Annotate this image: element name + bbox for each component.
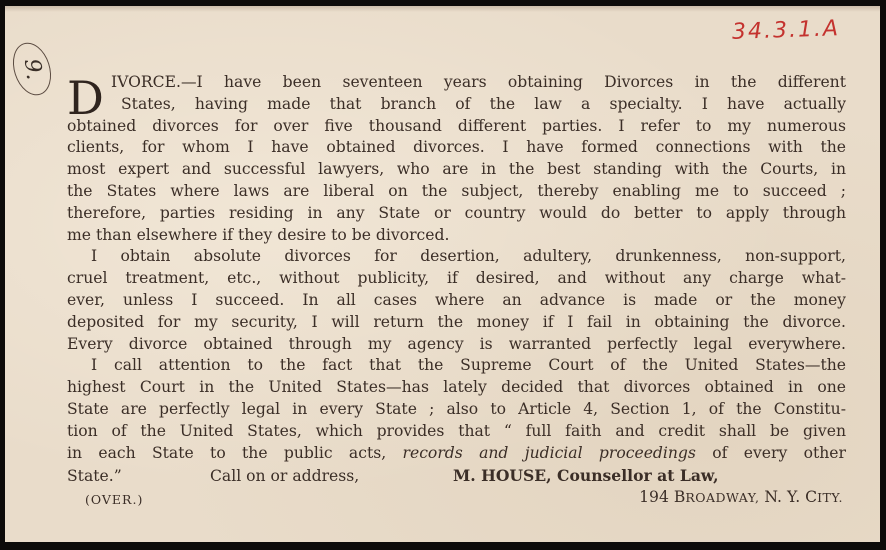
text-segment: of every other [712,443,846,462]
signature: M. HOUSE, Counsellor at Law, [453,466,719,485]
advertisement-body [67,72,846,464]
address-city-initial: C [805,488,818,506]
address-city-rest: ITY. [817,490,843,505]
address-street-initial: B [673,488,686,506]
advertisement-card [5,6,880,542]
circled-number-text: 9. [18,56,46,82]
text-line [67,443,846,465]
text-segment: in each State to the public acts, [67,443,387,462]
call-text: Call on or address, [210,467,360,485]
text-line: obtained divorces for over five thousand different parties. I refer to my numerous [67,116,846,135]
heading: IVORCE. [111,73,181,91]
text-line [67,72,846,94]
text-line: States, having made that branch of the law a specialty. I have actually [121,94,846,113]
text-line: the States where laws are liberal on the subject, thereby enabling me to succeed ; [67,181,846,200]
text-line: highest Court in the United States—has lately decided that divorces obtained in one [67,378,846,397]
text-line: tion of the United States, which provides that “ full faith and credit shall be given [67,421,846,440]
text-line: therefore, parties residing in any State or country would do better to apply through [67,203,846,222]
text-line: me than elsewhere if they desire to be divorced. [67,225,450,244]
over-label: (OVER.) [85,492,144,507]
address-street-rest: ROADWAY, [685,490,760,505]
text-line: clients, for whom I have obtained divorces. I have formed connections with the [67,138,846,157]
text-line-content: —I have been seventeen years obtaining Divorces in the different [180,73,846,91]
catalog-number-annotation: 34.3.1.A [731,16,841,45]
text-line: I obtain absolute divorces for desertion, adultery, drunkenness, non-support, [91,247,846,266]
address-number: 194 [639,488,669,506]
italic-text-segment: records and judicial proceedings [402,443,696,462]
text-line: most expert and successful lawyers, who are in the best standing with the Courts, in [67,160,846,179]
text-line: cruel treatment, etc., without publicity, if desired, and without any charge what- [67,269,846,288]
closing-quote: State.” [67,467,122,485]
text-line: State are perfectly legal in every State ; also to Article 4, Section 1, of the Constitu- [67,399,846,418]
signoff-line [67,465,846,487]
circled-number-annotation [7,38,58,100]
address [639,488,843,506]
text-line: Every divorce obtained through my agency is warranted perfectly legal everywhere. [67,334,846,353]
text-line: ever, unless I succeed. In all cases where an advance is made or the money [67,290,846,309]
text-line: deposited for my security, I will return the money if I fail in obtaining the divorce. [67,312,846,331]
drop-cap: D [67,71,104,125]
address-state: N. Y. [764,488,801,506]
text-line: I call attention to the fact that the Supreme Court of the United States—the [91,356,846,375]
